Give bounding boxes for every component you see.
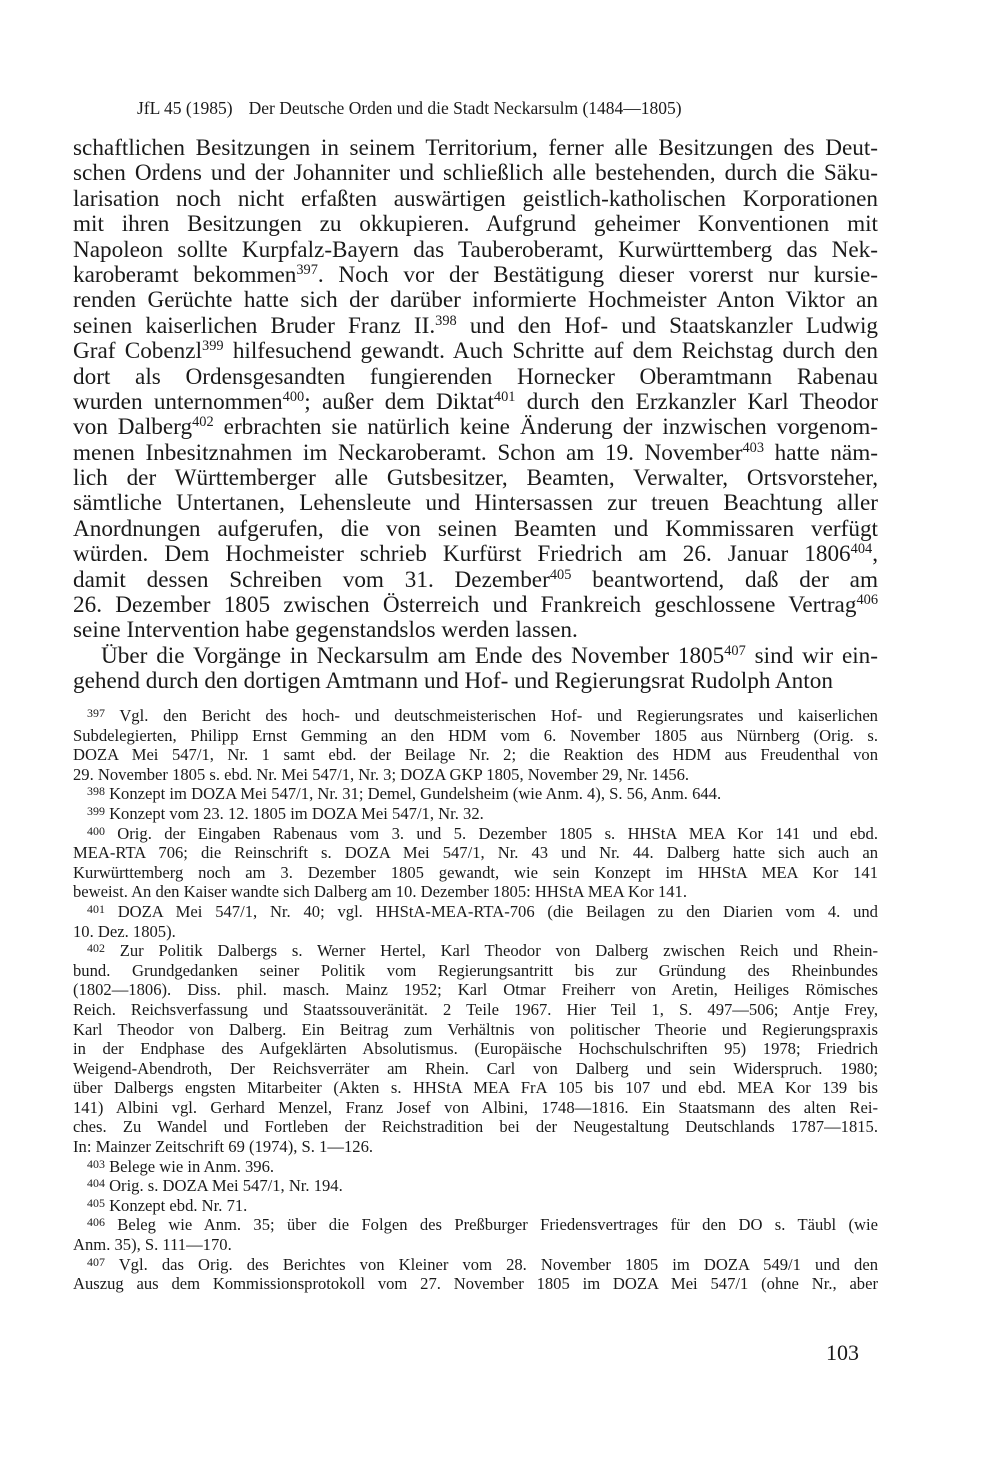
- footnote: [73, 1255, 878, 1294]
- footnote-line: [73, 804, 878, 824]
- footnote-text: über Dalbergs engsten Mitarbeiter (Akten s. HHStA MEA FrA 105 bis 107 und ebd. MEA Kor 139 bis: [73, 1078, 878, 1098]
- footnote-number: 400: [87, 823, 105, 838]
- text-line: [73, 568, 878, 593]
- text-segment: Graf Cobenzl: [73, 338, 203, 365]
- text-line: [73, 669, 878, 694]
- footnote-ref: 401: [493, 389, 516, 405]
- footnote-text: Zur Politik Dalbergs s. Werner Hertel, Karl Theodor von Dalberg zwischen Reich und Rhein-: [119, 941, 878, 961]
- footnote: [73, 804, 878, 824]
- text-line: [73, 593, 878, 618]
- text-segment: hatte näm-: [764, 439, 878, 466]
- footnote-number: 402: [87, 940, 105, 955]
- text-line: [73, 136, 878, 161]
- footnote: [73, 1157, 878, 1177]
- footnote-number: 397: [87, 705, 105, 720]
- footnote-line: [73, 961, 878, 981]
- text-segment: von Dalberg: [73, 414, 193, 441]
- article-title: Der Deutsche Orden und die Stadt Neckarsulm (1484—1805): [248, 98, 682, 118]
- text-segment: Über die Vorgänge in Neckarsulm am Ende des November 1805: [101, 642, 725, 669]
- footnote-text: Auszug aus dem Kommissionsprotokoll vom 27. November 1805 im DOZA Mei 547/1 (ohne Nr., aber: [73, 1274, 878, 1294]
- text-line: [73, 212, 878, 237]
- footnote-text: MEA-RTA 706; die Reinschrift s. DOZA Mei 547/1, Nr. 43 und Nr. 44. Dalberg hatte sich auch an: [73, 843, 878, 863]
- text-segment: schaftlichen Besitzungen in seinem Territorium, ferner alle Besitzungen des Deut-: [73, 135, 878, 161]
- footnote-line: [73, 1215, 878, 1235]
- footnote-text: Beleg wie Anm. 35; über die Folgen des Preßburger Friedensvertrages für den DO s. Täubl (wie: [117, 1215, 878, 1235]
- footnote-text: DOZA Mei 547/1, Nr. 1 samt ebd. der Beilage Nr. 2; die Reaktion des HDM aus Freudenthal von: [73, 745, 878, 765]
- footnote-line: [73, 902, 878, 922]
- footnote-number: 407: [87, 1254, 105, 1269]
- text-line: [73, 365, 878, 390]
- text-segment: Anordnungen aufgerufen, die von seinen Beamten und Kommissaren verfügt: [73, 515, 878, 542]
- footnote-line: [73, 726, 878, 746]
- text-line: [73, 161, 878, 186]
- text-segment: karoberamt bekommen: [73, 261, 297, 288]
- text-segment: sind wir ein-: [745, 642, 878, 669]
- text-segment: 26. Dezember 1805 zwischen Österreich und Frankreich geschlossene Vertrag: [73, 592, 857, 619]
- text-segment: menen Inbesitznahmen im Neckaroberamt. Schon am 19. November: [73, 439, 743, 466]
- footnote: [73, 1215, 878, 1254]
- footnote-text: Anm. 35), S. 111—170.: [73, 1235, 232, 1255]
- footnote-text: bund. Grundgedanken seiner Politik vom Regierungsantritt bis zur Gründung des Rheinbundes: [73, 960, 878, 980]
- text-segment: und den Hof- und Staatskanzler Ludwig: [456, 312, 878, 339]
- footnote-text: Reich. Reichsverfassung und Staatssouveränität. 2 Teile 1967. Hier Teil 1, S. 497—506; Antje Frey,: [73, 999, 878, 1019]
- text-line: [73, 644, 878, 669]
- text-segment: damit dessen Schreiben vom 31. Dezember: [73, 566, 550, 593]
- main-text: [73, 136, 878, 695]
- footnote-ref: 400: [282, 389, 305, 405]
- footnote-text: Konzept im DOZA Mei 547/1, Nr. 31; Demel, Gundelsheim (wie Anm. 4), S. 56, Anm. 644.: [109, 784, 722, 804]
- footnote-text: (1802—1806). Diss. phil. masch. Mainz 1952; Karl Otmar Freiherr von Aretin, Heiliges Römisches: [73, 980, 878, 1000]
- footnote: [73, 902, 878, 941]
- text-line: [73, 263, 878, 288]
- footnote-number: 404: [87, 1176, 105, 1191]
- footnote-text: 29. November 1805 s. ebd. Nr. Mei 547/1, Nr. 3; DOZA GKP 1805, November 29, Nr. 1456.: [73, 764, 690, 784]
- footnote-line: [73, 1255, 878, 1275]
- text-line: [73, 390, 878, 415]
- footnote-number: 399: [87, 803, 105, 818]
- footnote-number: 401: [87, 901, 105, 916]
- footnote-ref: 406: [856, 592, 878, 609]
- text-segment: renden Gerüchte hatte sich der darüber informierte Hochmeister Anton Viktor an: [73, 287, 878, 314]
- text-line: [73, 491, 878, 516]
- text-line: [73, 618, 878, 643]
- footnote-line: [73, 1117, 878, 1137]
- text-segment: Napoleon sollte Kurpfalz-Bayern das Tauberoberamt, Kurwürttemberg das Nek-: [73, 236, 878, 263]
- text-segment: beantwortend, daß der am: [571, 566, 879, 593]
- footnote-number: 406: [87, 1215, 105, 1230]
- footnote-line: [73, 1098, 878, 1118]
- text-segment: dort als Ordensgesandten fungierenden Hornecker Oberamtmann Rabenau: [73, 363, 878, 390]
- footnote: [73, 784, 878, 804]
- text-line: [73, 441, 878, 466]
- text-line: [73, 339, 878, 364]
- footnote-text: Konzept vom 23. 12. 1805 im DOZA Mei 547/1, Nr. 32.: [109, 803, 484, 823]
- text-segment: ,: [872, 541, 878, 568]
- text-segment: . Noch vor der Bestätigung dieser vorerst nur kursie-: [317, 261, 878, 288]
- footnote-text: Orig. der Eingaben Rabenaus vom 3. und 5. Dezember 1805 s. HHStA MEA Kor 141 und ebd.: [117, 823, 878, 843]
- text-line: [73, 542, 878, 567]
- footnote-line: [73, 1078, 878, 1098]
- text-segment: hilfesuchend gewandt. Auch Schritte auf dem Reichstag durch den: [223, 338, 878, 365]
- footnote-ref: 404: [850, 541, 873, 558]
- text-line: [73, 238, 878, 263]
- text-segment: seine Intervention habe gegenstandslos werden lassen.: [73, 617, 578, 644]
- footnote-line: [73, 1137, 878, 1157]
- footnote-text: Orig. s. DOZA Mei 547/1, Nr. 194.: [109, 1176, 343, 1196]
- text-segment: schen Ordens und der Johanniter und schließlich alle bestehenden, durch die Säku-: [73, 160, 878, 187]
- footnote-line: [73, 1059, 878, 1079]
- text-segment: mit ihren Besitzungen zu okkupieren. Aufgrund geheimer Konventionen mit: [73, 211, 878, 238]
- footnote-text: In: Mainzer Zeitschrift 69 (1974), S. 1—126.: [73, 1137, 374, 1157]
- footnote-text: Konzept ebd. Nr. 71.: [109, 1195, 248, 1215]
- text-line: [73, 187, 878, 212]
- text-segment: würden. Dem Hochmeister schrieb Kurfürst Friedrich am 26. Januar 1806: [73, 541, 851, 568]
- footnote-text: Karl Theodor von Dalberg. Ein Beitrag zum Verhältnis von politischer Theorie und Regierungspraxis: [73, 1019, 878, 1039]
- text-segment: gehend durch den dortigen Amtmann und Hof- und Regierungsrat Rudolph Anton: [73, 668, 833, 695]
- footnote-number: 405: [87, 1195, 105, 1210]
- footnote-text: Belege wie in Anm. 396.: [109, 1156, 275, 1176]
- footnote-ref: 407: [724, 642, 746, 659]
- footnote-line: [73, 745, 878, 765]
- footnote-line: [73, 863, 878, 883]
- text-segment: seinen kaiserlichen Bruder Franz II.: [73, 312, 436, 339]
- footnote-text: DOZA Mei 547/1, Nr. 40; vgl. HHStA-MEA-RTA-706 (die Beilagen zu den Diarien vom 4. und: [117, 901, 878, 921]
- text-line: [73, 415, 878, 440]
- footnote-text: Vgl. den Bericht des hoch- und deutschmeisterischen Hof- und Regierungsrates und kaiserlichen: [119, 706, 878, 725]
- page-number: 103: [826, 1340, 859, 1365]
- footnote-text: Kurwürttemberg noch am 3. Dezember 1805 gewandt, wie sein Konzept im HHStA MEA Kor 141: [73, 862, 878, 882]
- footnote-line: [73, 1000, 878, 1020]
- text-segment: lich der Württemberger alle Gutsbesitzer, Beamten, Verwalter, Ortsvorsteher,: [73, 465, 878, 492]
- footnote-line: [73, 1039, 878, 1059]
- footnote-line: [73, 980, 878, 1000]
- footnote-ref: 397: [296, 262, 318, 279]
- footnote-text: ches. Zu Wandel und Fortleben der Reichstradition bei der Neugestaltung Deutschlands 1787—1815.: [73, 1117, 878, 1137]
- footnote-text: Vgl. das Orig. des Berichtes von Kleiner vom 28. November 1805 im DOZA 549/1 und den: [118, 1254, 878, 1274]
- footnote-line: [73, 1235, 878, 1255]
- footnote-line: [73, 1157, 878, 1177]
- footnote-line: [73, 1274, 878, 1294]
- text-segment: ; außer dem Diktat: [304, 388, 494, 415]
- footnote-line: [73, 1196, 878, 1216]
- footnote-line: [73, 1020, 878, 1040]
- footnote-text: beweist. An den Kaiser wandte sich Dalberg am 10. Dezember 1805: HHStA MEA Kor 141.: [73, 882, 687, 902]
- footnote: [73, 824, 878, 902]
- footnote-ref: 399: [202, 338, 224, 355]
- footnote-ref: 403: [742, 439, 764, 456]
- text-line: [73, 314, 878, 339]
- footnote-line: [73, 765, 878, 785]
- text-line: [73, 466, 878, 491]
- footnotes: [73, 706, 878, 1294]
- footnote-line: [73, 882, 878, 902]
- text-segment: durch den Erzkanzler Karl Theodor: [515, 388, 878, 415]
- footnote-line: [73, 843, 878, 863]
- footnote: [73, 1196, 878, 1216]
- footnote-line: [73, 941, 878, 961]
- running-header: [137, 98, 837, 119]
- footnote: [73, 706, 878, 784]
- footnote-text: in der Endphase des Aufgeklärten Absolutismus. (Europäische Hochschulschriften 95) 1978; Friedrich: [73, 1039, 878, 1059]
- text-segment: larisation noch nicht erfaßten auswärtigen geistlich-katholischen Korporationen: [73, 185, 878, 212]
- footnote-line: [73, 824, 878, 844]
- footnote: [73, 941, 878, 1157]
- text-segment: sämtliche Untertanen, Lehensleute und Hintersassen zur treuen Beachtung aller: [73, 490, 878, 517]
- text-segment: wurden unternommen: [73, 388, 283, 415]
- text-line: [73, 517, 878, 542]
- footnote: [73, 1176, 878, 1196]
- footnote-line: [73, 706, 878, 726]
- footnote-ref: 398: [435, 312, 457, 329]
- footnote-ref: 405: [549, 566, 572, 583]
- footnote-number: 403: [87, 1156, 105, 1171]
- footnote-line: [73, 1176, 878, 1196]
- footnote-ref: 402: [192, 414, 214, 431]
- journal-reference: JfL 45 (1985): [137, 98, 233, 118]
- footnote-text: Subdelegierten, Philipp Ernst Gemming an den HDM vom 6. November 1805 aus Nürnberg (Orig. s.: [73, 725, 878, 745]
- text-line: [73, 288, 878, 313]
- footnote-text: 10. Dez. 1805).: [73, 921, 176, 941]
- footnote-text: Weigend-Abendroth, Der Reichsverräter am Rhein. Carl von Dalberg und sein Widerspruch. 1980;: [73, 1058, 878, 1078]
- footnote-text: 141) Albini vgl. Gerhard Menzel, Franz Josef von Albini, 1748—1816. Ein Staatsmann des alten Rei-: [73, 1097, 878, 1117]
- text-segment: erbrachten sie natürlich keine Änderung der inzwischen vorgenom-: [213, 414, 879, 441]
- footnote-line: [73, 922, 878, 942]
- footnote-line: [73, 784, 878, 804]
- footnote-number: 398: [87, 784, 105, 799]
